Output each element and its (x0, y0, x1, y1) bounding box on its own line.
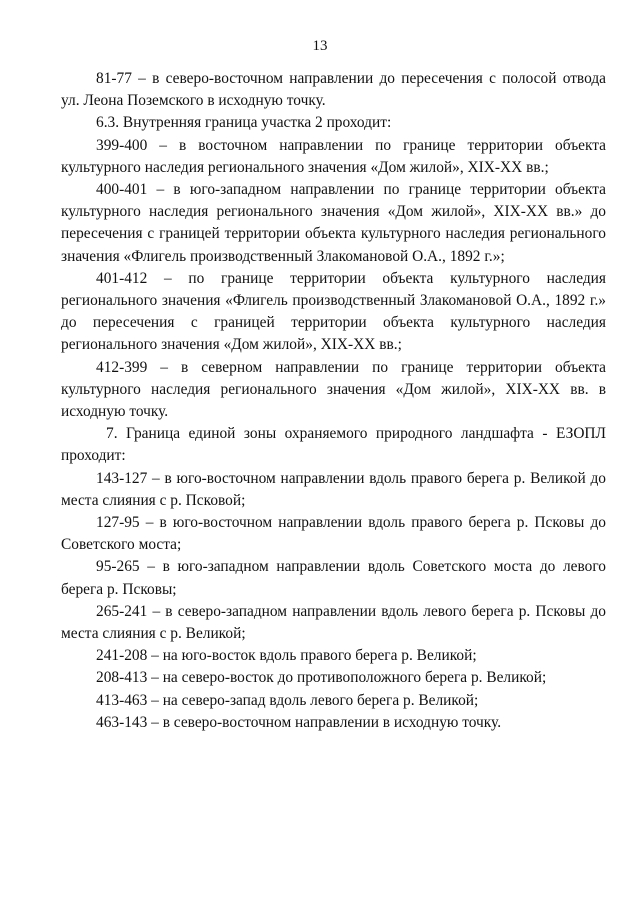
paragraph-segment-81-77: 81-77 – в северо-восточном направлении до пересечения с полосой отвода ул. Леона Поземского в исходную точку. (61, 70, 606, 110)
paragraph-segment-143-127: 143-127 – в юго-восточном направлении вдоль правого берега р. Великой до места слияния с р. Псковой; (61, 469, 606, 509)
document-body (61, 68, 606, 734)
paragraph-segment-399-400: 399-400 – в восточном направлении по границе территории объекта культурного наследия регионального значения «Дом жилой», XIX-XX вв.; (61, 136, 606, 176)
paragraph-segment-265-241: 265-241 – в северо-западном направлении вдоль левого берега р. Псковы до места слияния с р. Великой; (61, 602, 606, 643)
paragraph-segment-95-265: 95-265 – в юго-западном направлении вдоль Советского моста до левого берега р. Псковы; (61, 558, 606, 598)
page-number: 13 (312, 38, 328, 54)
paragraph-segment-241-208: 241-208 – на юго-восток вдоль правого берега р. Великой; (96, 647, 477, 665)
paragraph-segment-127-95: 127-95 – в юго-восточном направлении вдоль правого берега р. Псковы до Советского моста; (61, 514, 606, 554)
paragraph-segment-413-463: 413-463 – на северо-запад вдоль левого берега р. Великой; (96, 691, 479, 709)
paragraph-segment-463-143: 463-143 – в северо-восточном направлении в исходную точку. (96, 713, 502, 731)
paragraph-segment-401-412: 401-412 – по границе территории объекта культурного наследия регионального значения «Флигель производственный Злакомановой О.А., 1892 г.» до пересечения с границей территории объекта культурного наследия регионального значения «Дом жилой», XIX-XX вв.; (61, 269, 606, 354)
paragraph-segment-412-399: 412-399 – в северном направлении по границе территории объекта культурного наследия регионального значения «Дом жилой», XIX-XX вв. в исходную точку. (61, 358, 606, 421)
paragraph-section-7-heading: 7. Граница единой зоны охраняемого природного ландшафта - ЕЗОПЛ проходит: (61, 425, 606, 465)
paragraph-segment-400-401: 400-401 – в юго-западном направлении по границе территории объекта культурного наследия регионального значения «Дом жилой», XIX-XX вв.» до пересечения с границей территории объекта культурного наследия регионального значения «Флигель производственный Злакомановой О.А., 1892 г.»; (61, 181, 606, 265)
paragraph-segment-208-413: 208-413 – на северо-восток до противоположного берега р. Великой; (96, 669, 547, 687)
paragraph-section-6-3-heading: 6.3. Внутренняя граница участка 2 проходит: (96, 114, 392, 132)
